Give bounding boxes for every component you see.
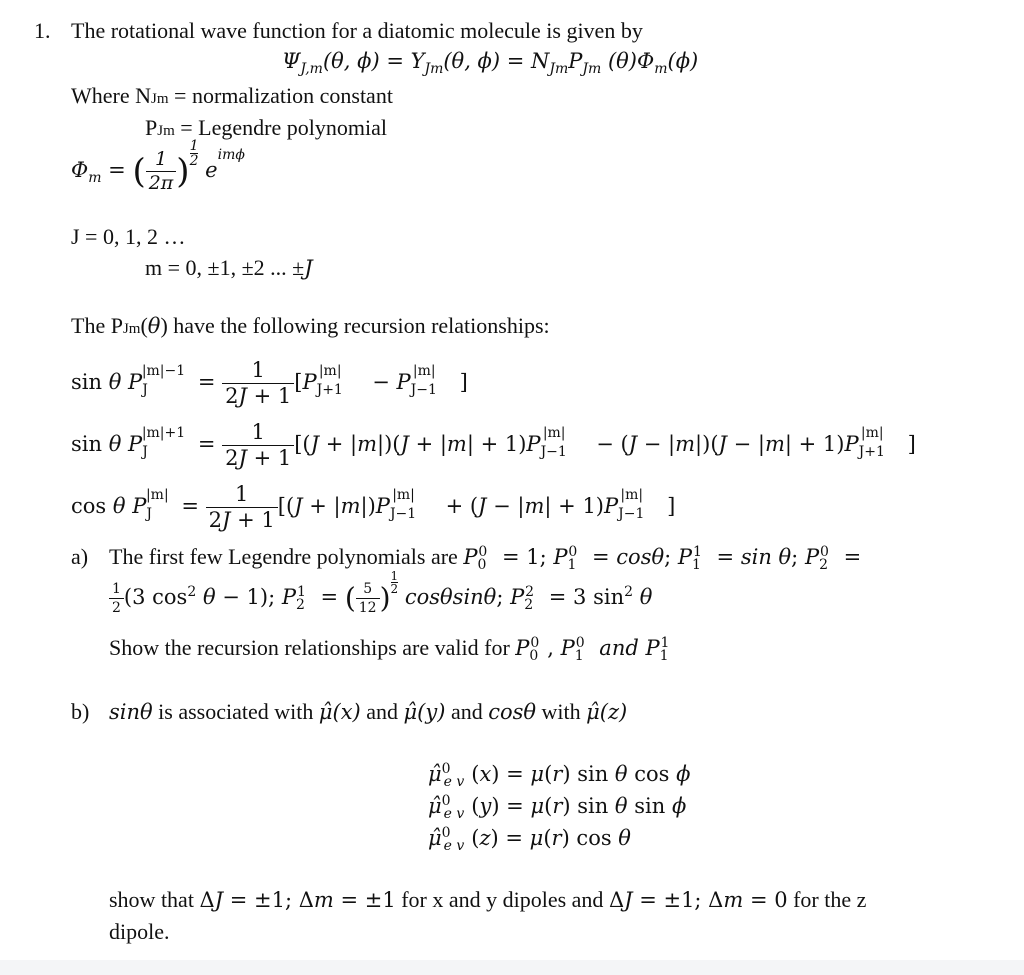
final-task-line1: show that ΔJ = ±1; Δm = ±1 for x and y dipoles and ΔJ = ±1; Δm = 0 for the z — [109, 887, 867, 912]
part-b-text: sinθ is associated with μ̂(x) and μ̂(y) and cosθ with μ̂(z) — [109, 699, 628, 724]
dipole-x-equation: μ̂$^0_{e v}$ (x) = μ(r) sin θ cos ϕ — [428, 761, 691, 791]
dipole-z-equation: μ̂$^0_{e v}$ (z) = μ(r) cos θ — [428, 825, 631, 855]
recursion-intro: The PJm(θ) have the following recursion relationships: — [71, 313, 550, 338]
part-b-label: b) — [71, 699, 90, 724]
m-values: m = 0, ±1, ±2 ... ±J — [145, 255, 313, 280]
recursion-relation-3: cos θ $P_J^{|m|}$ = $\frac{1}{2J + 1}$ [$(J + |m|)P_{J-1}^{|m|} + (J - |m| + 1)P_{J-1}^{|m|}$ ] — [71, 482, 676, 532]
pjm-definition: PJm = Legendre polynomial — [145, 115, 387, 140]
problem-number: 1. — [34, 18, 51, 43]
njm-definition: Where NJm = normalization constant — [71, 83, 393, 108]
part-a-label: a) — [71, 544, 89, 569]
j-values: J = 0, 1, 2 … — [71, 224, 186, 249]
recursion-relation-1: sin θ $P_J^{|m|-1}$ = $\frac{1}{2J + 1}$ [$P_{J+1}^{|m|} - P_{J-1}^{|m|}$ ] — [71, 358, 468, 408]
problem-intro: The rotational wave function for a diatomic molecule is given by — [71, 18, 643, 43]
part-a-task: Show the recursion relationships are valid for $P_0^0$ , $P_1^0$ and $P_1^1$ — [109, 635, 670, 665]
wavefunction-equation: $\Psi_{J,m}(\theta$, $\phi) = Y_{Jm}(\theta$, $\phi) = N_{Jm}P_{Jm}$ $(\theta)\Phi_m(\phi)$ — [282, 49, 699, 78]
bottom-scroll-band — [0, 960, 1024, 975]
dipole-y-equation: μ̂$^0_{e v}$ (y) = μ(r) sin θ sin ϕ — [428, 793, 687, 823]
final-task-line2: dipole. — [109, 919, 170, 944]
part-a-text-line1: The first few Legendre polynomials are $P_0^0 = 1$; $P_1^0 = \cos\theta$; $P_1^1 = \sin \theta$; $P_2^0$ = — [109, 544, 862, 574]
phi-m-equation: $\Phi_m$ = ( $\frac{1}{2\pi}$ ) $\frac{1}{2}$ $e^{im\phi}$ — [71, 138, 245, 194]
part-a-text-line2: $\frac{1}{2}$ (3 $\cos^2 \theta - 1$); $P_2^1$ = ( $\frac{5}{12}$ ) $\frac{1}{2}$ cosθsinθ; $P_2^2 = 3$ $\sin^2 \theta$ — [109, 582, 652, 615]
recursion-relation-2: sin θ $P_J^{|m|+1}$ = $\frac{1}{2J + 1}$ [$(J + |m|)(J + |m| + 1)P_{J-1}^{|m|} - (J - |m|)(J - |m| + 1)P_{J+1}^{|m|}$ ] — [71, 420, 916, 470]
